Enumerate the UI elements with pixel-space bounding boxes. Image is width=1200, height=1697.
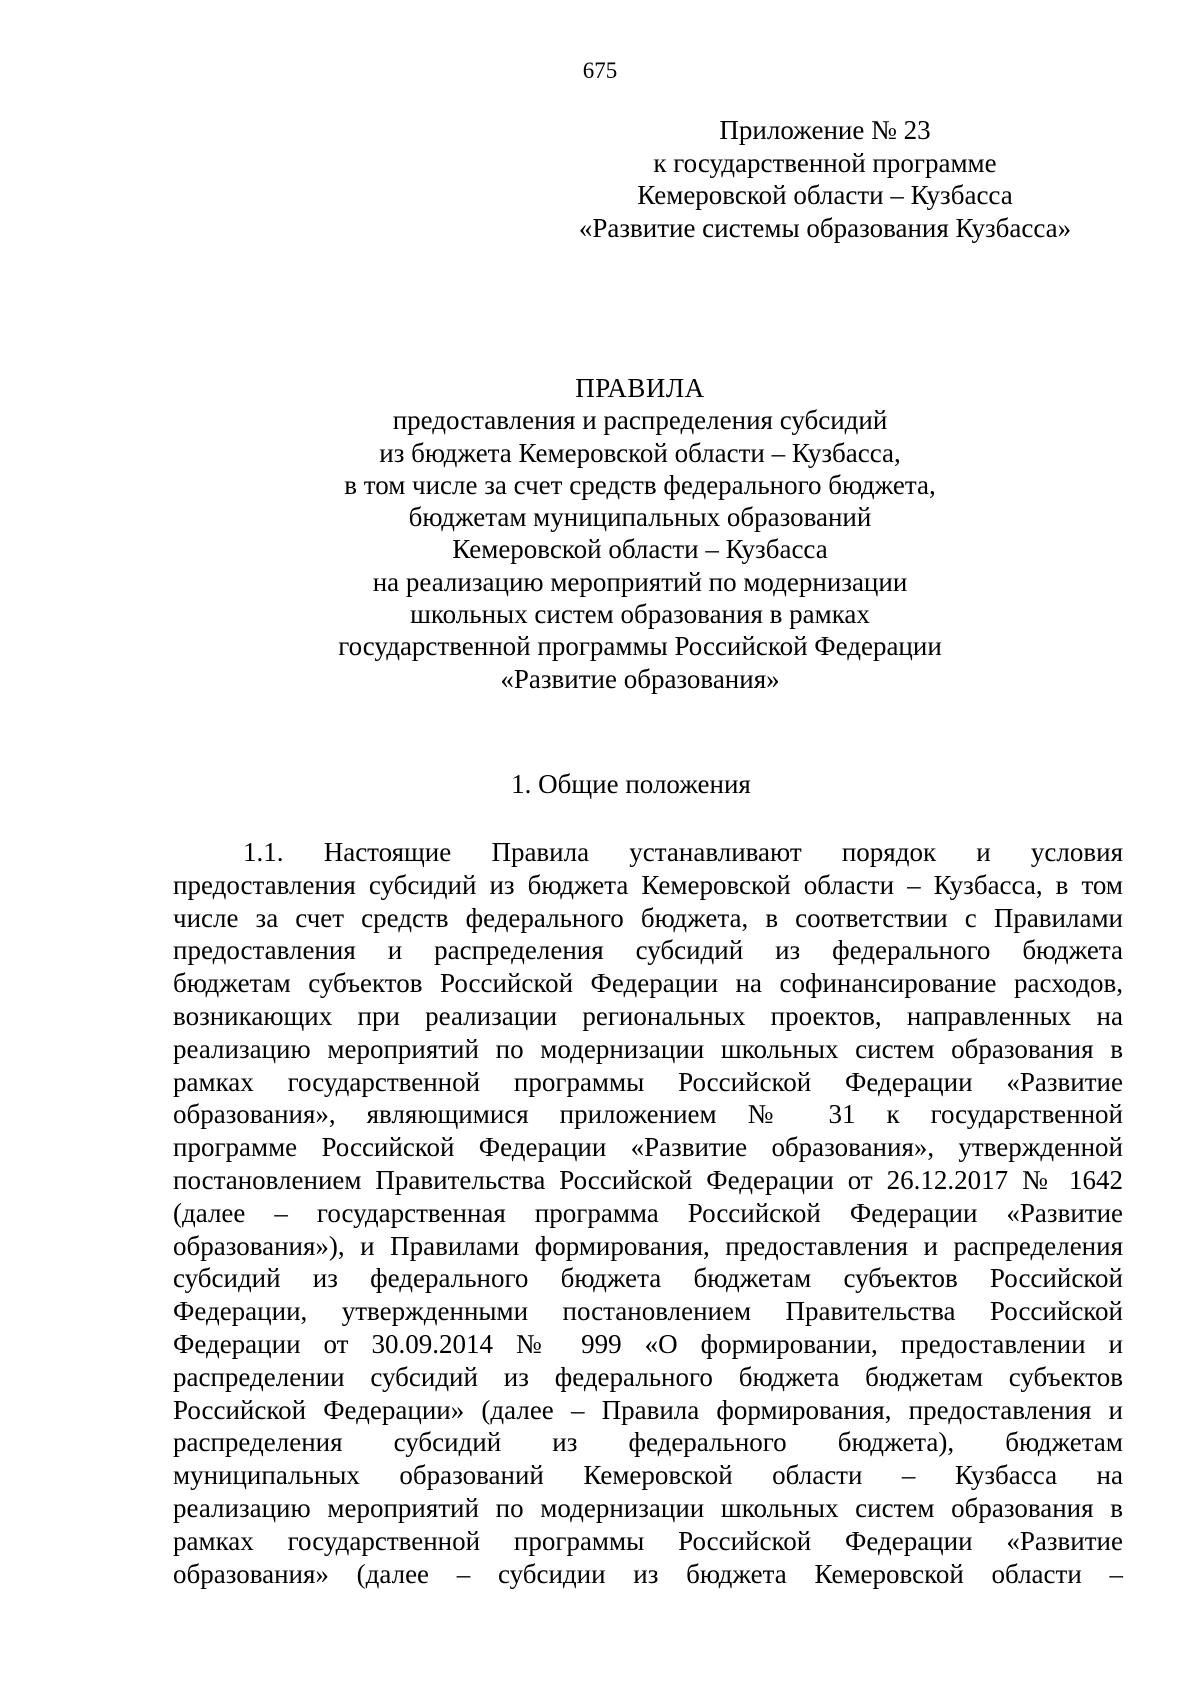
paragraph-line: постановлением Правительства Российской Федерации от 26.12.2017 № 1642 [173, 1164, 1123, 1195]
paragraph-line: предоставления и распределения субсидий из федерального бюджета [173, 935, 1123, 966]
paragraph-line: программе Российской Федерации «Развитие образования», утвержденной [173, 1132, 1123, 1163]
paragraph-line: рамках государственной программы Российской Федерации «Развитие [173, 1066, 1123, 1097]
title-line: бюджетам муниципальных образований [408, 502, 872, 533]
paragraph-line: распределения субсидий из федерального бюджета), бюджетам [173, 1427, 1123, 1458]
title-line: в том числе за счет средств федерального бюджета, [344, 469, 936, 500]
section-title: 1. Общие положения [511, 769, 751, 799]
paragraph-line: предоставления субсидий из бюджета Кемеровской области – Кузбасса, в том [173, 869, 1123, 900]
title-line: государственной программы Российской Федерации [338, 631, 942, 662]
paragraph-line: бюджетам субъектов Российской Федерации на софинансирование расходов, [173, 968, 1123, 999]
title-heading: ПРАВИЛА [575, 373, 705, 403]
title-line: из бюджета Кемеровской области – Кузбасса, [379, 437, 901, 468]
paragraph-line: муниципальных образований Кемеровской области – Кузбасса на [173, 1460, 1123, 1491]
title-line: школьных систем образования в рамках [410, 599, 870, 630]
paragraph-line: рамках государственной программы Российской Федерации «Развитие [173, 1525, 1123, 1556]
appendix-line: «Развитие системы образования Кузбасса» [578, 212, 1072, 243]
paragraph-line: (далее – государственная программа Российской Федерации «Развитие [173, 1197, 1123, 1228]
appendix-line: к государственной программе [653, 147, 997, 178]
title-line: Кемеровской области – Кузбасса [452, 534, 828, 565]
title-line: на реализацию мероприятий по модернизации [372, 566, 908, 597]
paragraph-line: числе за счет средств федерального бюджета, в соответствии с Правилами [173, 902, 1123, 933]
appendix-line: Приложение № 23 [719, 115, 931, 145]
paragraph-line: образования», являющимися приложением № 31 к государственной [173, 1099, 1123, 1130]
paragraph-line: возникающих при реализации региональных проектов, направленных на [173, 1000, 1123, 1031]
paragraph-line: распределении субсидий из федерального бюджета бюджетам субъектов [173, 1361, 1123, 1392]
appendix-reference [560, 114, 1090, 244]
paragraph-line: реализацию мероприятий по модернизации школьных систем образования в [173, 1033, 1123, 1064]
paragraph-line: Федерации от 30.09.2014 № 999 «О формировании, предоставлении и [173, 1328, 1123, 1359]
paragraph-line: 1.1. Настоящие Правила устанавливают порядок и условия [243, 837, 1123, 867]
page-number: 675 [582, 58, 618, 83]
appendix-line: Кемеровской области – Кузбасса [637, 180, 1013, 210]
document-title [250, 372, 1030, 695]
paragraph-line: образования»), и Правилами формирования, предоставления и распределения [173, 1230, 1123, 1261]
paragraph-line: реализацию мероприятий по модернизации школьных систем образования в [173, 1492, 1123, 1523]
paragraph-line: субсидий из федерального бюджета бюджетам субъектов Российской [173, 1263, 1123, 1294]
title-line: предоставления и распределения субсидий [392, 405, 888, 436]
paragraph-line: Федерации, утвержденными постановлением Правительства Российской [173, 1296, 1123, 1327]
paragraph-line: Российской Федерации» (далее – Правила формирования, предоставления и [173, 1394, 1123, 1425]
paragraph-1-1 [173, 836, 1123, 1590]
title-line: «Развитие образования» [500, 663, 780, 694]
paragraph-line: образования» (далее – субсидии из бюджета Кемеровской области – [173, 1558, 1123, 1589]
